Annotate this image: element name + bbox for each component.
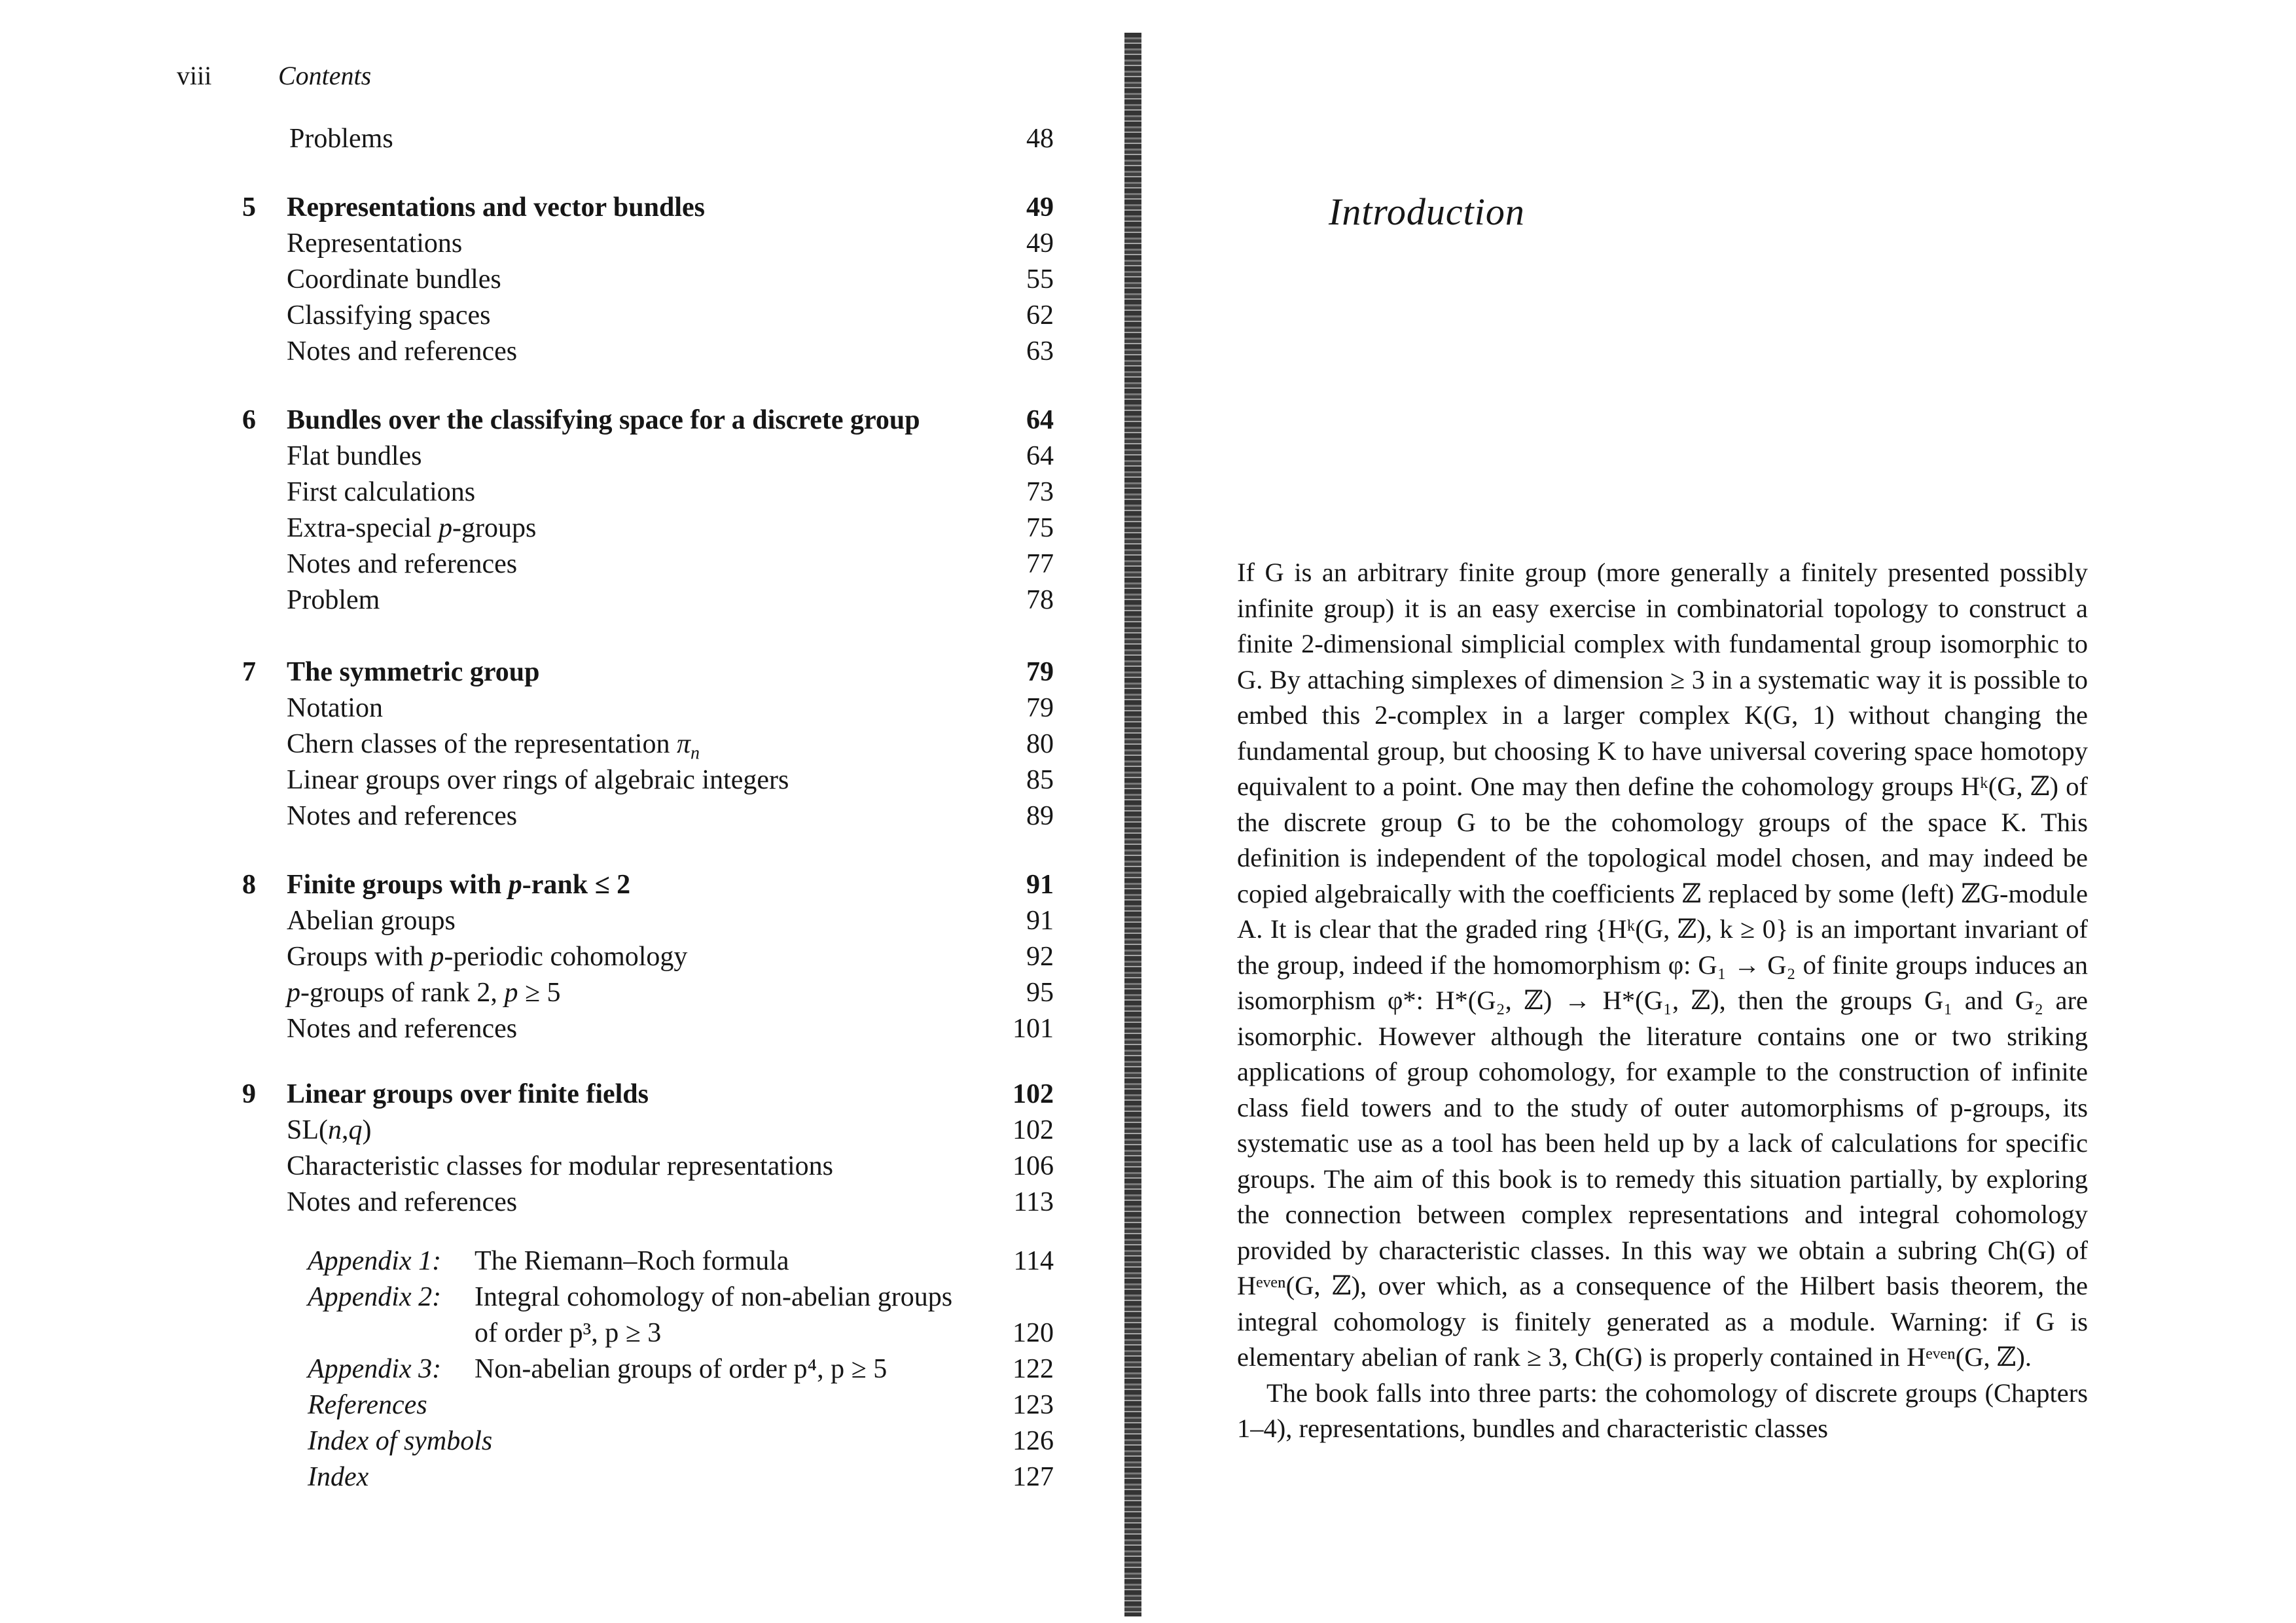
chapter-page: 91	[1026, 870, 1054, 900]
section-page: 80	[1026, 729, 1054, 759]
introduction-title: Introduction	[1329, 190, 1525, 233]
toc-section[interactable]	[242, 1011, 1054, 1047]
chapter-title: Representations and vector bundles	[287, 192, 706, 223]
toc-section[interactable]	[242, 1185, 1054, 1221]
toc-section[interactable]	[242, 582, 1054, 618]
section-page: 78	[1026, 585, 1054, 615]
table-of-contents	[0, 0, 1113, 1623]
references-label: References	[308, 1390, 427, 1420]
introduction-paragraph: If G is an arbitrary finite group (more generally a finitely presented possibly infinite group) it is an easy exercise in combinatorial topology to construct a finite 2-dimensional simplicial complex with fundamental group isomorphic to G. By attaching simplexes of dimension ≥ 3 in a systematic way it is possible to embed this 2-complex in a larger complex K(G, 1) without changing the fundamental group, but choosing K to have universal covering space homotopy equivalent to a point. One may then define the cohomology groups Hᵏ(G, ℤ) of the discrete group G to be the cohomology groups of the space K. This definition is independent of the topological model chosen, and may indeed be copied algebraically with the coefficients ℤ replaced by some (left) ℤG-module A. It is clear that the graded ring {Hᵏ(G, ℤ), k ≥ 0} is an important invariant of the group, indeed if the homomorphism φ: G₁ → G₂ of finite groups induces an isomorphism φ*: H*(G₂, ℤ) → H*(G₁, ℤ), then the groups G₁ and G₂ are isomorphic. However although the literature contains one or two striking applications of group cohomology, for example to the construction of infinite class field towers and to the study of outer automorphisms of p-groups, its systematic use as a tool has been held up by a lack of calculations for specific groups. The aim of this book is to remedy this situation partially, by exploring the connection between complex representations and integral cohomology provided by characteristic classes. In this way we obtain a subring Ch(G) of Hᵉᵛᵉⁿ(G, ℤ), over which, as a consequence of the Hilbert basis theorem, the integral cohomology is finitely generated as a module. Warning: if G is elementary abelian of rank ≥ 3, Ch(G) is properly contained in Hᵉᵛᵉⁿ(G, ℤ).	[1237, 558, 2088, 1372]
chapter-title: Bundles over the classifying space for a discrete group	[287, 405, 920, 435]
toc-section[interactable]	[242, 262, 1054, 298]
toc-section[interactable]	[242, 438, 1054, 474]
chapter-page: 49	[1026, 192, 1054, 223]
chapter-page: 79	[1026, 657, 1054, 687]
toc-appendix-entry[interactable]	[308, 1351, 1054, 1387]
appendix-title: The Riemann–Roch formula	[475, 1246, 789, 1276]
section-page: 106	[1013, 1151, 1054, 1181]
toc-section[interactable]	[242, 903, 1054, 939]
index-page: 127	[1013, 1462, 1054, 1492]
section-page: 63	[1026, 336, 1054, 366]
index-of-symbols-page: 126	[1013, 1426, 1054, 1456]
section-title: Extra-special p-groups	[287, 513, 537, 543]
section-page: 64	[1026, 441, 1054, 471]
section-page: 75	[1026, 513, 1054, 543]
introduction-body	[1237, 555, 2088, 1447]
toc-chapter-heading[interactable]	[242, 867, 1054, 903]
introduction-page	[1172, 0, 2296, 1623]
toc-appendix-entry[interactable]	[308, 1243, 1054, 1279]
toc-section[interactable]	[242, 546, 1054, 582]
section-title: Notes and references	[287, 336, 518, 366]
toc-chapter-8	[242, 867, 1054, 1047]
section-page: 55	[1026, 264, 1054, 294]
section-title: Notes and references	[287, 549, 518, 579]
chapter-number: 9	[242, 1079, 256, 1109]
toc-references-entry[interactable]	[308, 1387, 1054, 1423]
section-page: 79	[1026, 693, 1054, 723]
index-label: Index	[308, 1462, 369, 1492]
section-title: Notes and references	[287, 1187, 518, 1217]
section-page: 101	[1013, 1014, 1054, 1044]
appendix-label: Appendix 1:	[308, 1246, 442, 1276]
section-page: 102	[1013, 1115, 1054, 1145]
toc-section[interactable]	[242, 939, 1054, 975]
toc-section[interactable]	[242, 1149, 1054, 1185]
appendix-label: Appendix 2:	[308, 1282, 442, 1312]
toc-section[interactable]	[242, 798, 1054, 834]
toc-appendix-entry[interactable]	[308, 1279, 1054, 1351]
section-page: 91	[1026, 906, 1054, 936]
section-title: Classifying spaces	[287, 300, 491, 330]
toc-section[interactable]	[242, 1113, 1054, 1149]
section-title: Coordinate bundles	[287, 264, 501, 294]
chapter-number: 8	[242, 870, 256, 900]
section-title: Problem	[287, 585, 380, 615]
appendix-label: Appendix 3:	[308, 1354, 442, 1384]
introduction-paragraph: The book falls into three parts: the cohomology of discrete groups (Chapters 1–4), representations, bundles and characteristic classes	[1237, 1378, 2088, 1443]
toc-chapter-heading[interactable]	[242, 402, 1054, 438]
toc-chapter-heading[interactable]	[242, 190, 1054, 226]
toc-section[interactable]	[242, 762, 1054, 798]
section-page: 62	[1026, 300, 1054, 330]
toc-chapter-7	[242, 654, 1054, 834]
section-title: SL(n,q)	[287, 1115, 372, 1145]
section-title: Groups with p-periodic cohomology	[287, 942, 688, 972]
references-page: 123	[1013, 1390, 1054, 1420]
toc-preamble	[242, 121, 1054, 157]
book-gutter	[1124, 33, 1141, 1616]
section-title: Flat bundles	[287, 441, 422, 471]
chapter-number: 6	[242, 405, 256, 435]
section-title: Notation	[287, 693, 383, 723]
toc-section[interactable]	[242, 298, 1054, 334]
contents-page	[0, 0, 1113, 1623]
toc-index-of-symbols-entry[interactable]	[308, 1423, 1054, 1459]
appendix-page: 120	[1013, 1318, 1054, 1348]
toc-entry[interactable]	[242, 121, 1054, 157]
section-title: Notes and references	[287, 1014, 518, 1044]
toc-section[interactable]	[242, 226, 1054, 262]
toc-entry-page: 48	[1026, 124, 1054, 154]
toc-section[interactable]	[242, 690, 1054, 726]
section-title: Abelian groups	[287, 906, 456, 936]
appendix-title: Integral cohomology of non-abelian groups	[475, 1282, 953, 1312]
index-of-symbols-label: Index of symbols	[308, 1426, 493, 1456]
section-title: p-groups of rank 2, p ≥ 5	[287, 978, 561, 1008]
chapter-page: 102	[1013, 1079, 1054, 1109]
toc-chapter-6	[242, 402, 1054, 618]
appendix-title: Non-abelian groups of order p⁴, p ≥ 5	[475, 1354, 888, 1384]
toc-section[interactable]	[242, 474, 1054, 510]
section-title: Chern classes of the representation $\pi_n$	[287, 729, 700, 764]
toc-appendices	[308, 1243, 1054, 1495]
toc-section[interactable]	[242, 334, 1054, 370]
section-page: 92	[1026, 942, 1054, 972]
toc-section[interactable]	[242, 510, 1054, 546]
chapter-title: Linear groups over finite fields	[287, 1079, 649, 1109]
section-page: 113	[1013, 1187, 1054, 1217]
section-title: Representations	[287, 228, 463, 259]
section-page: 95	[1026, 978, 1054, 1008]
toc-entry-title: Problems	[289, 124, 393, 154]
section-page: 73	[1026, 477, 1054, 507]
section-title: Notes and references	[287, 801, 518, 831]
chapter-title: Finite groups with p-rank ≤ 2	[287, 870, 631, 900]
toc-section[interactable]	[242, 975, 1054, 1011]
section-page: 49	[1026, 228, 1054, 259]
toc-chapter-9	[242, 1077, 1054, 1221]
section-page: 77	[1026, 549, 1054, 579]
toc-index-entry[interactable]	[308, 1459, 1054, 1495]
section-page: 89	[1026, 801, 1054, 831]
page-folio: viii	[177, 61, 212, 90]
toc-chapter-heading[interactable]	[242, 1077, 1054, 1113]
chapter-number: 5	[242, 192, 256, 223]
toc-chapter-5	[242, 190, 1054, 370]
section-page: 85	[1026, 765, 1054, 795]
chapter-number: 7	[242, 657, 256, 687]
section-title: First calculations	[287, 477, 476, 507]
section-title: Characteristic classes for modular representations	[287, 1151, 834, 1181]
section-title: Linear groups over rings of algebraic integers	[287, 765, 789, 795]
appendix-page: 122	[1013, 1354, 1054, 1384]
toc-chapter-heading[interactable]	[242, 654, 1054, 690]
chapter-page: 64	[1026, 405, 1054, 435]
appendix-page: 114	[1013, 1246, 1054, 1276]
toc-section[interactable]	[242, 726, 1054, 762]
chapter-title: The symmetric group	[287, 657, 540, 687]
running-head-title: Contents	[278, 61, 372, 90]
appendix-title-line2: of order p³, p ≥ 3	[475, 1318, 662, 1348]
